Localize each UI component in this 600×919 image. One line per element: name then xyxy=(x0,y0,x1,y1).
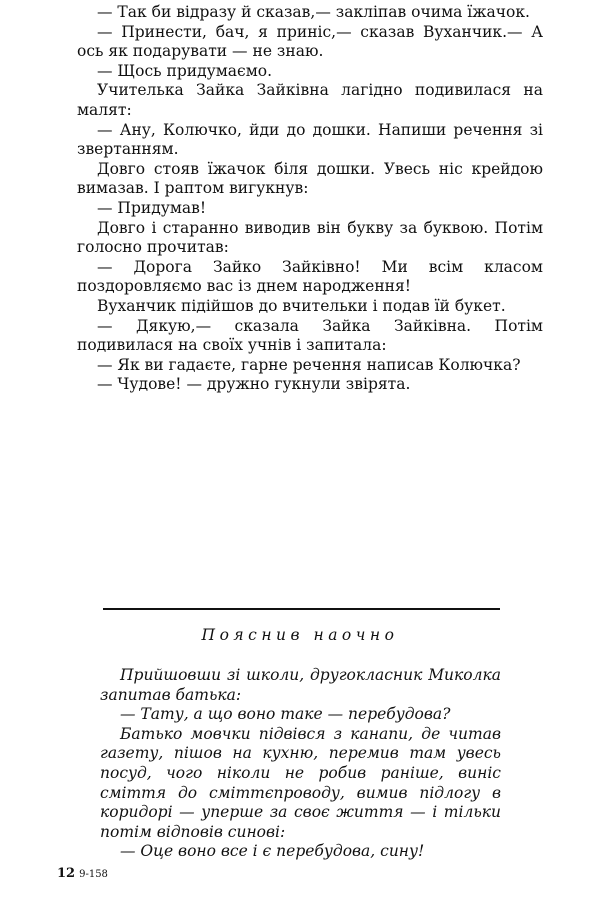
story-paragraph: Вуханчик підійшов до вчительки і подав їй букет. xyxy=(97,296,506,315)
section-divider xyxy=(103,608,500,610)
story-paragraph: — Дякую,— сказала Зайка Зайківна. Потім подивилася на своїх учнів і запитала: xyxy=(77,316,543,355)
joke-title: Пояснив наочно xyxy=(201,626,399,644)
joke-paragraph: — Тату, а що воно таке — перебудова? xyxy=(120,705,451,724)
story-text xyxy=(77,3,543,395)
story-paragraph: — Так би відразу й сказав,— закліпав очима їжачок. xyxy=(97,3,530,21)
story-paragraph: Учителька Зайка Зайківна лагідно подивилася на малят: xyxy=(77,81,543,119)
printer-signature: 9-158 xyxy=(79,869,108,880)
joke-paragraph: Прийшовши зі школи, другокласник Миколка запитав батька: xyxy=(100,666,501,704)
page-number: 12 xyxy=(57,866,76,881)
story-paragraph: — Дорога Зайко Зайківно! Ми всім класом поздоровляємо вас із днем народження! xyxy=(77,257,543,296)
story-paragraph: — Чудове! — дружно гукнули звірята. xyxy=(97,375,411,394)
story-paragraph: Довго і старанно виводив він букву за буквою. Потім голосно прочитав: xyxy=(77,218,543,257)
page-footer xyxy=(57,866,108,881)
story-paragraph: — Щось придумаємо. xyxy=(97,61,273,80)
joke-text xyxy=(100,666,501,862)
story-paragraph: — Як ви гадаєте, гарне речення написав Колючка? xyxy=(97,355,521,374)
joke-paragraph: — Оце воно все і є перебудова, сину! xyxy=(120,842,425,861)
story-paragraph: Довго стояв їжачок біля дошки. Увесь ніс крейдою вимазав. І раптом вигукнув: xyxy=(77,159,543,198)
story-paragraph: — Придумав! xyxy=(97,198,207,217)
story-paragraph: — Ану, Колючко, йди до дошки. Напиши речення зі звертанням. xyxy=(77,120,543,159)
joke-paragraph: Батько мовчки підвівся з канапи, де читав газету, пішов на кухню, перемив там увесь посуд, чого ніколи не робив раніше, виніс сміття до сміттєпроводу, вимив підлогу в коридорі — уперше за своє життя — і тільки потім відповів синові: xyxy=(100,724,501,841)
story-paragraph: — Принести, бач, я приніс,— сказав Вуханчик.— А ось як подарувати — не знаю. xyxy=(77,22,543,61)
